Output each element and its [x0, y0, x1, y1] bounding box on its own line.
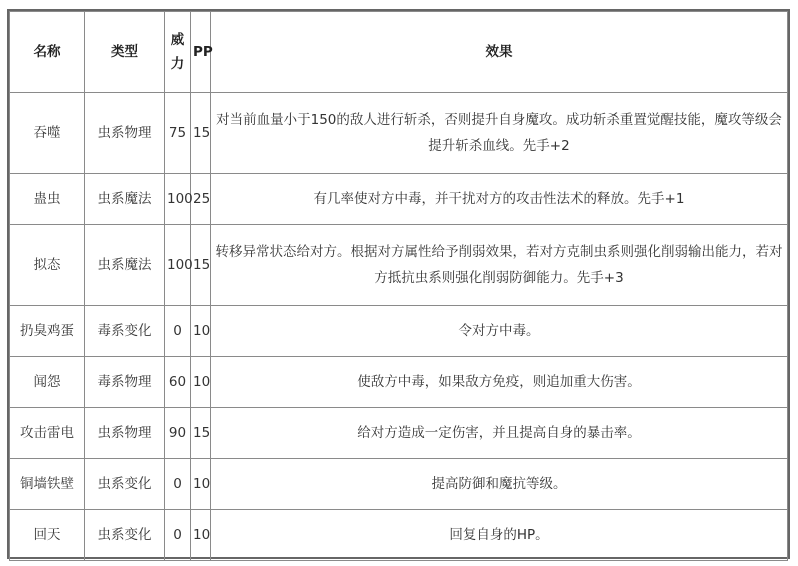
skill-pp: 25: [191, 174, 211, 225]
skill-type: 虫系变化: [85, 459, 165, 510]
skill-effect: 给对方造成一定伤害，并且提高自身的暴击率。: [211, 408, 788, 459]
table-row: [10, 174, 788, 225]
header-row: [10, 12, 788, 93]
header-power: 威力: [165, 12, 191, 93]
table-row: [10, 225, 788, 306]
table-row: [10, 93, 788, 174]
skill-power: 0: [165, 306, 191, 357]
skill-effect: 令对方中毒。: [211, 306, 788, 357]
skill-type: 虫系物理: [85, 408, 165, 459]
skill-type: 毒系变化: [85, 306, 165, 357]
skill-power: 75: [165, 93, 191, 174]
table-row: [10, 306, 788, 357]
skill-effect: 提高防御和魔抗等级。: [211, 459, 788, 510]
skill-name: 蛊虫: [10, 174, 85, 225]
skill-effect: 回复自身的HP。: [211, 510, 788, 561]
skill-effect: 转移异常状态给对方。根据对方属性给予削弱效果，若对方克制虫系则强化削弱输出能力，若对方抵抗虫系则强化削弱防御能力。先手+3: [211, 225, 788, 306]
skill-type: 虫系物理: [85, 93, 165, 174]
skill-power: 100: [165, 174, 191, 225]
skill-pp: 10: [191, 459, 211, 510]
skill-name: 回天: [10, 510, 85, 561]
header-name: 名称: [10, 12, 85, 93]
skill-effect: 对当前血量小于150的敌人进行斩杀，否则提升自身魔攻。成功斩杀重置觉醒技能，魔攻等级会提升斩杀血线。先手+2: [211, 93, 788, 174]
skill-power: 0: [165, 510, 191, 561]
header-effect: 效果: [211, 12, 788, 93]
skill-name: 攻击雷电: [10, 408, 85, 459]
skill-type: 虫系魔法: [85, 225, 165, 306]
header-type: 类型: [85, 12, 165, 93]
skill-power: 0: [165, 459, 191, 510]
skill-effect: 有几率使对方中毒，并干扰对方的攻击性法术的释放。先手+1: [211, 174, 788, 225]
table-row: [10, 357, 788, 408]
skill-name: 吞噬: [10, 93, 85, 174]
skill-name: 扔臭鸡蛋: [10, 306, 85, 357]
table-row: [10, 510, 788, 561]
skill-pp: 10: [191, 510, 211, 561]
skill-name: 拟态: [10, 225, 85, 306]
skill-type: 毒系物理: [85, 357, 165, 408]
header-pp: PP: [191, 12, 211, 93]
skill-pp: 15: [191, 408, 211, 459]
skill-pp: 10: [191, 357, 211, 408]
skill-power: 60: [165, 357, 191, 408]
table-row: [10, 408, 788, 459]
skill-effect: 使敌方中毒，如果敌方免疫，则追加重大伤害。: [211, 357, 788, 408]
skill-name: 闻怨: [10, 357, 85, 408]
skill-pp: 10: [191, 306, 211, 357]
skill-type: 虫系魔法: [85, 174, 165, 225]
skill-name: 铜墙铁壁: [10, 459, 85, 510]
skill-type: 虫系变化: [85, 510, 165, 561]
skill-power: 100: [165, 225, 191, 306]
skill-table-container: [7, 9, 790, 559]
skill-table: [9, 11, 788, 561]
skill-power: 90: [165, 408, 191, 459]
table-row: [10, 459, 788, 510]
skill-pp: 15: [191, 93, 211, 174]
skill-pp: 15: [191, 225, 211, 306]
